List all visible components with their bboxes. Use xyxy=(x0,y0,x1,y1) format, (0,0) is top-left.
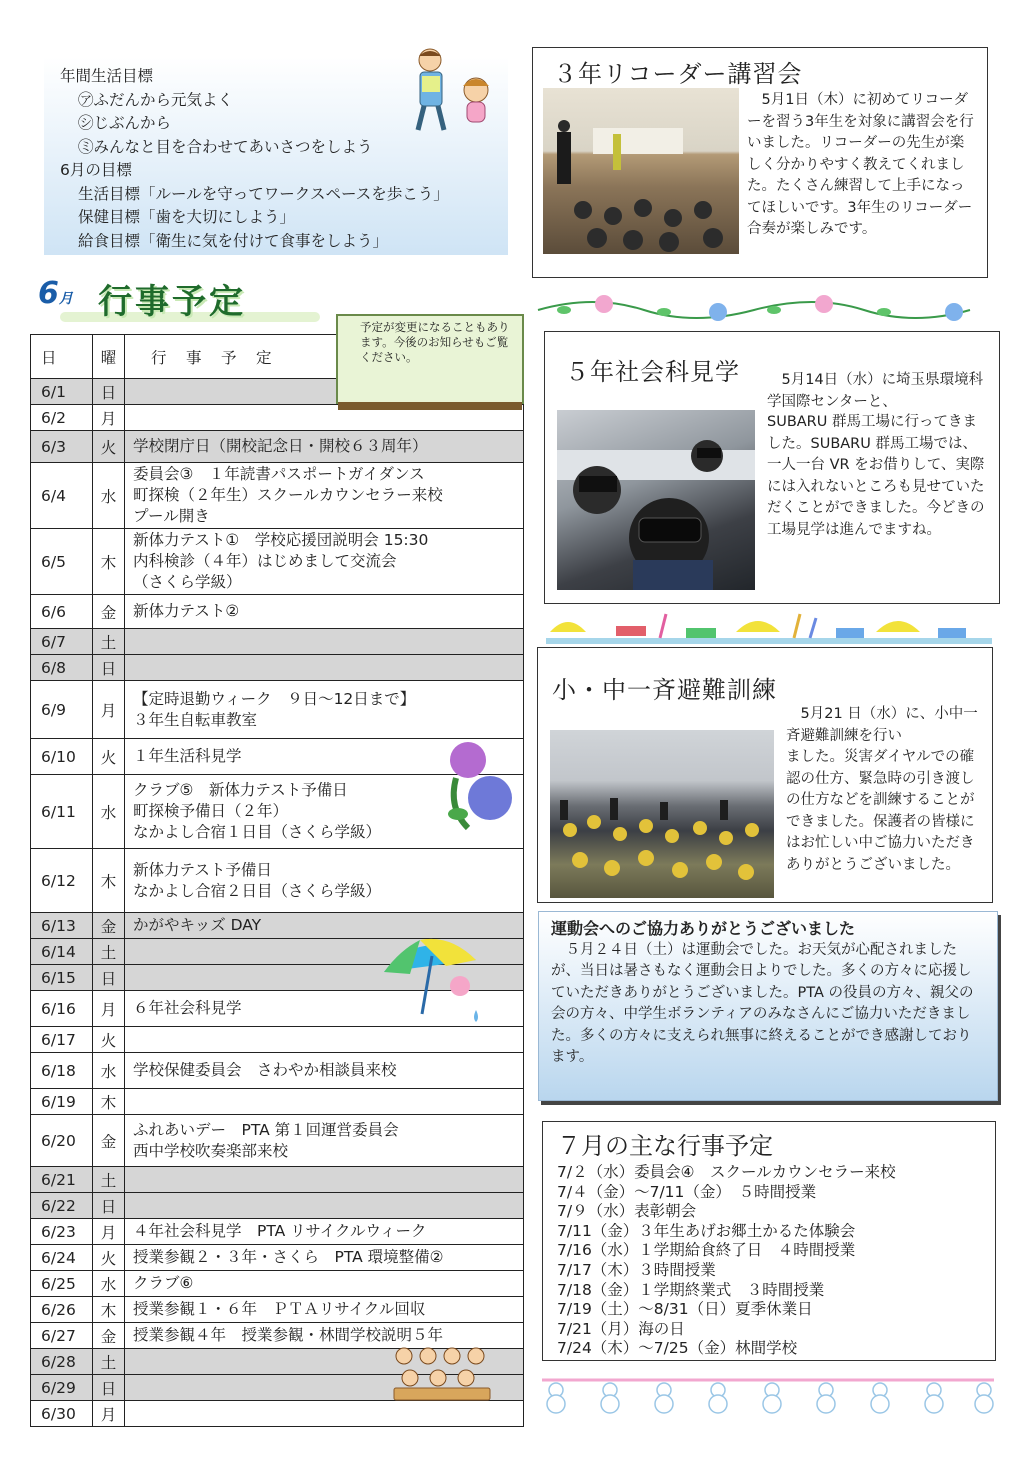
row-date: 6/2 xyxy=(31,405,93,431)
row-events xyxy=(125,1027,524,1053)
row-date: 6/11 xyxy=(31,775,93,849)
row-event-line: 学校閉庁日（開校記念日・開校６３周年） xyxy=(133,437,428,455)
row-events xyxy=(125,1245,524,1271)
row-event-line: ３年生自転車教室 xyxy=(133,710,258,729)
evacuation-drill-text: ました。災害ダイヤルでの確認の仕方、緊急時の引き渡しの仕方などを訓練することができました。保護者の皆様にはお忙しい中ご協力いただきありがとうございました。 xyxy=(786,749,975,873)
row-weekday: 金 xyxy=(93,1323,125,1349)
row-event-line: 授業参観４年 授業参観・林間学校説明５年 xyxy=(133,1326,444,1344)
row-events xyxy=(125,681,524,739)
july-schedule-item: 7/24（木）～7/25（金）林間学校 xyxy=(557,1339,798,1358)
row-events xyxy=(125,431,524,463)
row-date: 6/6 xyxy=(31,595,93,629)
row-events xyxy=(125,595,524,629)
row-events xyxy=(125,1219,524,1245)
annual-goal-2: ㋛じぶんから xyxy=(78,114,172,132)
greeting-kids-illustration xyxy=(400,46,500,138)
table-row xyxy=(31,595,524,629)
table-row xyxy=(31,463,524,529)
table-row xyxy=(31,1027,524,1053)
row-weekday: 月 xyxy=(93,991,125,1027)
sports-day-thanks-box xyxy=(538,911,998,1101)
social-studies-text: SUBARU 群馬工場に行ってきました。SUBARU 群馬工場では、一人一台 VR をお借りして、実際には入れないところも見せていただくことができました。今どきの工場見学は進んでますね。 xyxy=(767,414,985,538)
schedule-title-month: 6月 xyxy=(38,276,73,311)
july-schedule-item: 7/21（月）海の日 xyxy=(557,1319,685,1338)
june-goals-title: 6月の目標 xyxy=(60,161,132,179)
schedule-title xyxy=(30,268,330,324)
row-weekday: 水 xyxy=(93,1271,125,1297)
row-date: 6/26 xyxy=(31,1297,93,1323)
table-row xyxy=(31,849,524,913)
notice-board-stand xyxy=(338,402,522,410)
row-date: 6/10 xyxy=(31,739,93,775)
header-events: 行 事 予 定 xyxy=(125,335,524,379)
row-weekday: 火 xyxy=(93,1027,125,1053)
row-events xyxy=(125,655,524,681)
row-date: 6/13 xyxy=(31,913,93,939)
row-date: 6/17 xyxy=(31,1027,93,1053)
social-studies-text-top: 5月14日（水）に埼玉県環境科学国際センターと、 xyxy=(767,372,984,410)
hydrangea-illustration xyxy=(438,738,518,834)
row-weekday: 金 xyxy=(93,595,125,629)
row-date: 6/28 xyxy=(31,1349,93,1375)
table-row xyxy=(31,1401,524,1427)
table-row xyxy=(31,1271,524,1297)
row-event-line: 授業参観１・６年 ＰＴＡリサイクル回収 xyxy=(133,1300,426,1318)
table-row xyxy=(31,1297,524,1323)
flower-vine-decoration xyxy=(534,290,974,326)
row-weekday: 水 xyxy=(93,1053,125,1089)
row-event-line: なかよし合宿２日目（さくら学級） xyxy=(133,881,382,900)
row-weekday: 金 xyxy=(93,1115,125,1167)
evacuation-drill-section xyxy=(537,647,993,903)
table-row xyxy=(31,1193,524,1219)
row-event-line: 新体力テスト予備日 xyxy=(133,860,272,879)
row-weekday: 日 xyxy=(93,655,125,681)
july-schedule-item: 7/４（金）～7/11（金） ５時間授業 xyxy=(557,1182,817,1201)
row-date: 6/20 xyxy=(31,1115,93,1167)
june-goal-health: 保健目標「歯を大切にしよう」 xyxy=(78,208,296,226)
table-row xyxy=(31,655,524,681)
recorder-text: 5月1日（木）に初めてリコーダーを習う3年生を対象に講習会を行いました。リコーダーの先生が楽しく分かりやすく教えてくれました。たくさん練習して上手になってほしいです。3年生のリコーダー合奏が楽しみです。 xyxy=(747,92,974,237)
row-date: 6/15 xyxy=(31,965,93,991)
table-row xyxy=(31,1219,524,1245)
row-weekday: 日 xyxy=(93,1193,125,1219)
row-weekday: 月 xyxy=(93,1219,125,1245)
row-event-line: 【定時退勤ウィーク ９日～12日まで】 xyxy=(133,689,416,708)
row-date: 6/21 xyxy=(31,1167,93,1193)
table-row xyxy=(31,529,524,595)
umbrella-illustration xyxy=(380,930,492,1030)
row-weekday: 土 xyxy=(93,1349,125,1375)
row-date: 6/27 xyxy=(31,1323,93,1349)
row-date: 6/16 xyxy=(31,991,93,1027)
row-weekday: 水 xyxy=(93,775,125,849)
row-events xyxy=(125,1089,524,1115)
row-date: 6/5 xyxy=(31,529,93,595)
row-date: 6/29 xyxy=(31,1375,93,1401)
row-weekday: 木 xyxy=(93,1297,125,1323)
table-row xyxy=(31,1167,524,1193)
july-schedule-item: 7/９（水）表彰朝会 xyxy=(557,1202,697,1221)
row-events xyxy=(125,1271,524,1297)
row-weekday: 木 xyxy=(93,849,125,913)
row-date: 6/12 xyxy=(31,849,93,913)
july-schedule-item: 7/19（土）～8/31（日）夏季休業日 xyxy=(557,1300,813,1319)
row-event-line: クラブ⑥ xyxy=(133,1274,194,1292)
row-date: 6/18 xyxy=(31,1053,93,1089)
june-goal-lunch: 給食目標「衛生に気を付けて食事をしよう」 xyxy=(78,231,389,250)
evacuation-drill-photo xyxy=(550,730,774,898)
row-date: 6/7 xyxy=(31,629,93,655)
row-event-line: （さくら学級） xyxy=(133,573,242,591)
row-date: 6/23 xyxy=(31,1219,93,1245)
row-date: 6/1 xyxy=(31,379,93,405)
row-weekday: 火 xyxy=(93,1245,125,1271)
july-schedule-item: 7/11（金）３年生あげお郷土かるた体験会 xyxy=(557,1221,856,1240)
social-studies-title: ５年社会科見学 xyxy=(565,358,740,386)
row-events xyxy=(125,629,524,655)
row-event-line: 町探検予備日（２年） xyxy=(133,802,289,820)
row-weekday: 木 xyxy=(93,529,125,595)
recorder-class-photo xyxy=(543,88,739,254)
row-date: 6/24 xyxy=(31,1245,93,1271)
table-row xyxy=(31,431,524,463)
row-event-line: 委員会③ １年読書パスポートガイダンス xyxy=(133,465,425,483)
row-events xyxy=(125,1193,524,1219)
july-schedule-item: 7/18（金）１学期終業式 ３時間授業 xyxy=(557,1280,825,1299)
july-schedule-item: 7/17（木）３時間授業 xyxy=(557,1260,716,1279)
row-date: 6/19 xyxy=(31,1089,93,1115)
july-schedule-item: 7/16（水）１学期給食終了日 ４時間授業 xyxy=(557,1241,856,1260)
header-weekday: 曜 xyxy=(93,335,125,379)
annual-goal-1: ㋐ふだんから元気よく xyxy=(78,90,234,109)
notice-board: 予定が変更になることもあります。今後のお知らせもご覧ください。 xyxy=(336,314,524,404)
row-weekday: 土 xyxy=(93,939,125,965)
july-schedule-item: 7/２（水）委員会④ スクールカウンセラー来校 xyxy=(557,1163,896,1181)
row-events xyxy=(125,1053,524,1089)
row-events xyxy=(125,463,524,529)
row-date: 6/14 xyxy=(31,939,93,965)
row-weekday: 木 xyxy=(93,1089,125,1115)
row-events xyxy=(125,529,524,595)
annual-goals-title: 年間生活目標 xyxy=(60,67,154,85)
row-weekday: 日 xyxy=(93,965,125,991)
umbrella-row-decoration xyxy=(546,608,992,646)
row-weekday: 日 xyxy=(93,1375,125,1401)
row-date: 6/22 xyxy=(31,1193,93,1219)
row-event-line: 授業参観２・３年・さくら PTA 環境整備② xyxy=(133,1248,444,1266)
row-weekday: 金 xyxy=(93,913,125,939)
table-row xyxy=(31,1115,524,1167)
social-studies-vr-photo xyxy=(557,410,755,590)
row-event-line: 西中学校吹奏楽部来校 xyxy=(133,1141,289,1160)
schedule-title-text: 行事予定 xyxy=(98,282,246,322)
row-event-line: ふれあいデー PTA 第１回運営委員会 xyxy=(133,1120,399,1139)
schedule-table xyxy=(30,334,524,1427)
table-row xyxy=(31,681,524,739)
row-weekday: 月 xyxy=(93,681,125,739)
sports-day-thanks-text: ５月２４日（土）は運動会でした。お天気が心配されましたが、当日は暑さもなく運動会日よりでした。多くの方々に応援していただきありがとうございました。PTA の役員の方々、親父の会の方々、中学生ボランティアのみなさんにご協力いただきました。多くの方々に支えられ無事に終えることができ感謝しております。 xyxy=(551,941,974,1065)
snowman-row-decoration xyxy=(542,1374,994,1414)
row-weekday: 土 xyxy=(93,629,125,655)
row-weekday: 月 xyxy=(93,1401,125,1427)
row-event-line: 町探検（２年生）スクールカウンセラー来校 xyxy=(133,486,443,504)
row-date: 6/4 xyxy=(31,463,93,529)
table-row xyxy=(31,1089,524,1115)
row-weekday: 月 xyxy=(93,405,125,431)
row-date: 6/8 xyxy=(31,655,93,681)
row-event-line: プール開き xyxy=(133,507,210,525)
july-schedule-list xyxy=(557,1163,995,1359)
row-date: 6/30 xyxy=(31,1401,93,1427)
evacuation-drill-title: 小・中一斉避難訓練 xyxy=(552,676,777,704)
row-date: 6/9 xyxy=(31,681,93,739)
recorder-section xyxy=(532,47,988,278)
july-schedule-box xyxy=(542,1121,996,1361)
sports-day-thanks-title: 運動会へのご協力ありがとうございました xyxy=(551,919,856,938)
row-events xyxy=(125,1297,524,1323)
row-weekday: 火 xyxy=(93,739,125,775)
row-weekday: 水 xyxy=(93,463,125,529)
annual-goal-3: ㋯みんなと目を合わせてあいさつをしよう xyxy=(78,137,373,156)
row-weekday: 土 xyxy=(93,1167,125,1193)
social-studies-section xyxy=(544,331,1000,604)
row-events xyxy=(125,1167,524,1193)
row-event-line: 内科検診（４年）はじめまして交流会 xyxy=(133,552,397,570)
table-row xyxy=(31,1245,524,1271)
row-weekday: 火 xyxy=(93,431,125,463)
header-date: 日 xyxy=(31,335,93,379)
row-weekday: 日 xyxy=(93,379,125,405)
evacuation-drill-text-top: 5月21 日（水）に、小中一斉避難訓練を行い xyxy=(786,706,978,744)
row-events xyxy=(125,849,524,913)
row-date: 6/25 xyxy=(31,1271,93,1297)
row-event-line: クラブ⑤ 新体力テスト予備日 xyxy=(133,781,348,799)
june-goal-life: 生活目標「ルールを守ってワークスペースを歩こう」 xyxy=(78,184,449,203)
row-event-line: １年生活科見学 xyxy=(133,747,242,765)
row-event-line: 新体力テスト② xyxy=(133,602,240,620)
row-events xyxy=(125,1115,524,1167)
students-illustration xyxy=(386,1344,498,1404)
row-event-line: なかよし合宿１日目（さくら学級） xyxy=(133,823,382,841)
row-event-line: ４年社会科見学 PTA リサイクルウィーク xyxy=(133,1222,427,1240)
row-event-line: 学校保健委員会 さわやか相談員来校 xyxy=(133,1061,397,1079)
row-events xyxy=(125,1401,524,1427)
table-row xyxy=(31,629,524,655)
row-event-line: 新体力テスト① 学校応援団説明会 15:30 xyxy=(133,531,429,549)
table-row xyxy=(31,1053,524,1089)
row-event-line: ６年社会科見学 xyxy=(133,999,242,1017)
july-schedule-title: ７月の主な行事予定 xyxy=(557,1132,773,1160)
recorder-title: ３年リコーダー講習会 xyxy=(553,60,803,88)
row-date: 6/3 xyxy=(31,431,93,463)
row-event-line: かがやキッズ DAY xyxy=(133,916,262,934)
